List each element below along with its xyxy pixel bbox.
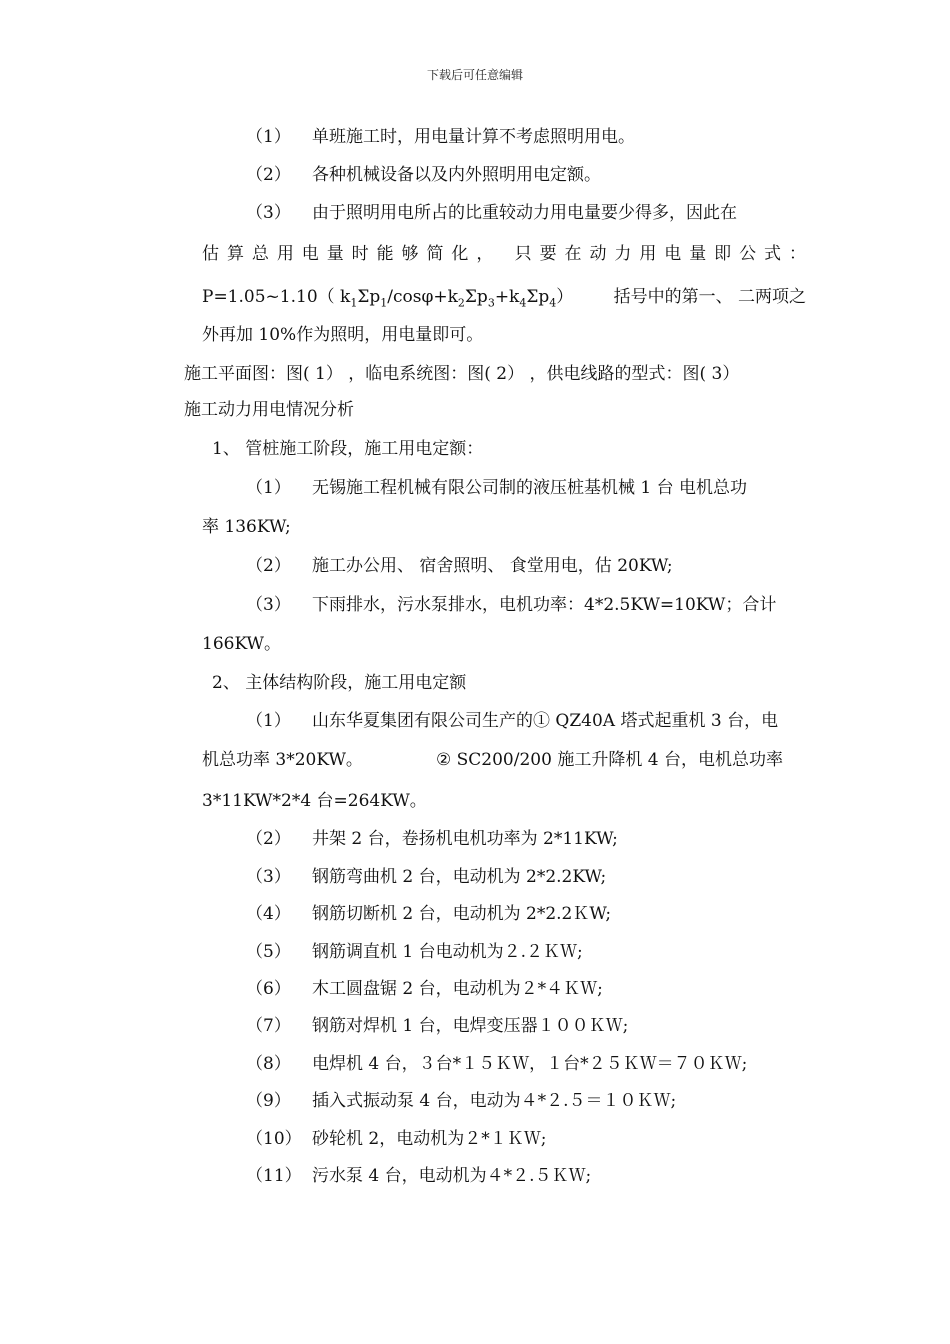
- item-text: 插入式振动泵 4 台，电动为４*２.５＝１０ＫＷ;: [312, 1091, 677, 1111]
- item-number: （1）: [246, 478, 291, 498]
- item-text: 污水泵 4 台，电动机为４*２.５ＫＷ;: [312, 1166, 592, 1186]
- item-continuation: 机总功率 3*20KW。: [202, 750, 363, 770]
- stage-title: 2、 主体结构阶段，施工用电定额: [212, 673, 467, 693]
- section-title: 施工动力用电情况分析: [184, 400, 354, 420]
- item-number: （8）: [246, 1054, 291, 1074]
- item-number: （3）: [246, 867, 291, 887]
- item-text: 钢筋调直机 1 台电动机为２.２ＫＷ;: [312, 942, 583, 962]
- item-number: （4）: [246, 904, 291, 924]
- item-text: 无锡施工程机械有限公司制的液压桩基机械 1 台 电机总功: [312, 478, 748, 498]
- item-number: （6）: [246, 979, 291, 999]
- paragraph-line: 估算总用电量时能够简化， 只要在动力用电量即公式：: [202, 244, 806, 264]
- stage-title: 1、 管桩施工阶段，施工用电定额：: [212, 439, 484, 459]
- item-text: 井架 2 台，卷扬机电机功率为 2*11KW;: [312, 829, 618, 849]
- item-number: （2）: [246, 556, 291, 576]
- item-text: 单班施工时，用电量计算不考虑照明用电。: [312, 127, 635, 147]
- formula-expression: P=1.05~1.10（ $k_1\Sigma p_1/\cos\varphi+k_2\Sigma p_3+k_4\Sigma p_4$）: [202, 287, 574, 310]
- item-text: 下雨排水，污水泵排水，电机功率：4*2.5KW=10KW；合计: [312, 595, 777, 615]
- power-formula: [202, 286, 806, 314]
- item-number: （7）: [246, 1016, 291, 1036]
- item-number: （2）: [246, 165, 291, 185]
- paragraph-line: 外再加 10%作为照明，用电量即可。: [202, 325, 484, 345]
- item-continuation: 率 136KW;: [202, 517, 291, 537]
- plans-reference: 施工平面图：图( 1） ，临电系统图：图( 2） ，供电线路的型式：图( 3）: [184, 364, 740, 384]
- item-number: （9）: [246, 1091, 291, 1111]
- item-text: 木工圆盘锯 2 台，电动机为２*４ＫＷ;: [312, 979, 603, 999]
- item-text: 施工办公用、 宿舍照明、 食堂用电，估 20KW;: [312, 556, 673, 576]
- item-text: 钢筋对焊机 1 台，电焊变压器１００ＫＷ;: [312, 1016, 629, 1036]
- item-number: （3）: [246, 203, 291, 223]
- item-number: （1）: [246, 711, 291, 731]
- item-number: （11）: [246, 1166, 302, 1186]
- item-text: 钢筋弯曲机 2 台，电动机为 2*2.2KW;: [312, 867, 607, 887]
- item-continuation: 166KW。: [202, 634, 282, 654]
- item-text: 砂轮机 2，电动机为２*１ＫＷ;: [312, 1129, 547, 1149]
- item-number: （10）: [246, 1129, 302, 1149]
- item-continuation: ② SC200/200 施工升降机 4 台，电机总功率: [436, 750, 783, 770]
- item-number: （5）: [246, 942, 291, 962]
- item-text: 各种机械设备以及内外照明用电定额。: [312, 165, 601, 185]
- item-text: 由于照明用电所占的比重较动力用电量要少得多，因此在: [312, 203, 737, 223]
- page-header: 下载后可任意编辑: [426, 68, 523, 82]
- item-text: 钢筋切断机 2 台，电动机为 2*2.2ＫW;: [312, 904, 612, 924]
- formula-trailing-text: 括号中的第一、 二两项之: [613, 287, 806, 307]
- item-number: （2）: [246, 829, 291, 849]
- item-continuation: 3*11KW*2*4 台=264KW。: [202, 791, 427, 811]
- item-number: （3）: [246, 595, 291, 615]
- item-text: 山东华夏集团有限公司生产的① QZ40A 塔式起重机 3 台，电: [312, 711, 779, 731]
- item-number: （1）: [246, 127, 291, 147]
- item-text: 电焊机 4 台，３台*１５ＫＷ，１台*２５ＫＷ＝７０ＫＷ;: [312, 1054, 748, 1074]
